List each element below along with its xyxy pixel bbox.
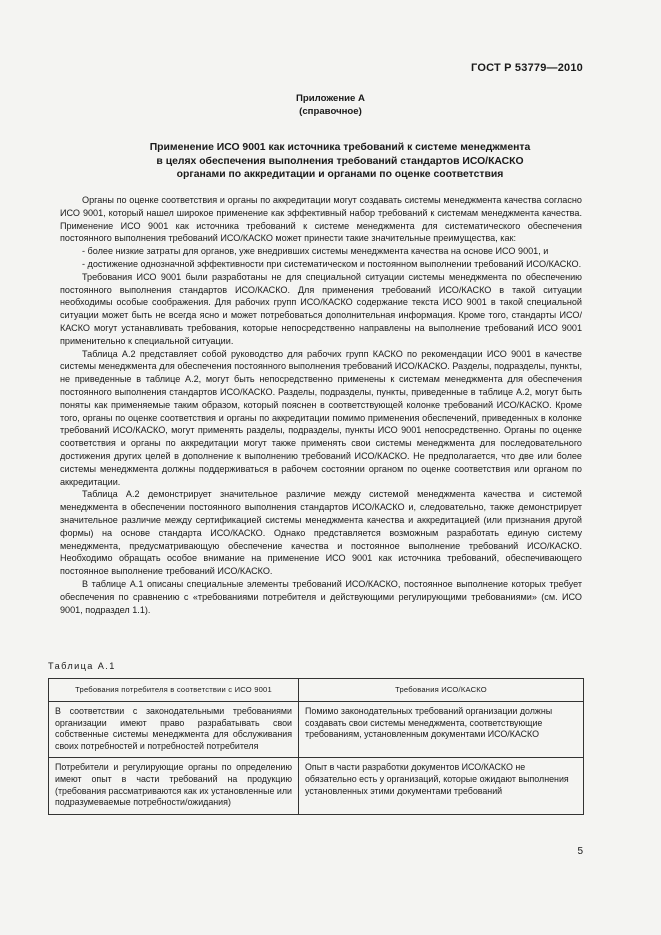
table-cell: В соответствии с законодательными требованиями организации имеют право разрабатывать свои собственные системы менеджмента для обслуживания своих потребностей и потребностей потребителя [49, 702, 299, 758]
appendix-title: Приложение А [296, 93, 365, 104]
paragraph: Таблица А.2 демонстрирует значительное различие между системой менеджмента качества и системой менеджмента в обеспечении постоянного выполнения стандартов ИСО/КАСКО и, следовательно, также демонстрирует значительное различие между сертификацией системы менеджмента качества и аккредитацией (или признания другой формы) на основе стандарта ИСО/КАСКО. Однако представляется возможным разработать единую систему менеджмента, предусматривающую обеспечение качества и постоянное выполнение требований ИСО/КАСКО. Необходимо обращать особое внимание на применение ИСО 9001 как источника требований, обеспечивающего постоянное выполнение требований ИСО/КАСКО. [60, 489, 582, 577]
appendix-subtitle: (справочное) [299, 106, 362, 117]
table-header-cell: Требования ИСО/КАСКО [299, 679, 584, 702]
appendix-heading [0, 92, 661, 118]
paragraph: Требования ИСО 9001 были разработаны не для специальной ситуации системы менеджмента по обеспечению постоянного выполнения стандартов ИСО/КАСКО. Для применения требований ИСО/КАСКО в такой ситуации необходимы особые соображения. Для рабочих групп ИСО/КАСКО содержание текста ИСО 9001 в такой специальной ситуации может быть не всегда ясно и может потребоваться дополнительная информация. Кроме того, стандарты ИСО/КАСКО могут устанавливать требования, которые непосредственно направлены на выполнение требований ИСО 9001 применительно к специальной ситуации. [60, 271, 582, 346]
table-header-cell: Требования потребителя в соответствии с ИСО 9001 [49, 679, 299, 702]
appendix-main-title [60, 141, 620, 182]
title-line: Применение ИСО 9001 как источника требований к системе менеджмента [149, 142, 531, 153]
table-header-row [49, 679, 584, 702]
paragraph: Таблица А.2 представляет собой руководство для рабочих групп КАСКО по рекомендации ИСО 9001 в качестве системы менеджмента для обеспечения постоянного выполнения требований ИСО/КАСКО. Разделы, подразделы, пункты, не приведенные в таблице А.2, могут быть непосредственно применены к системам менеджмента для обеспечения постоянного выполнения стандартов ИСО/КАСКО. Разделы, подразделы, пункты, приведенные в таблице А.2, могут быть поняты как применяемые таким образом, который пояснен в соответствующей колонке требований ИСО/КАСКО. Кроме того, органы по оценке соответствия и органы по аккредитации помимо применения обеспечений, приведенных в колонке требований ИСО/КАСКО, могут применять разделы, подразделы, пункты ИСО 9001 непосредственно. Органы по оценке соответствия и органы по аккредитации могут также применять свои системы менеджмента для последовательного достижения других целей в дополнение к выполнению требований ИСО/КАСКО. Не предполагается, что две или более системы менеджмента должны поддерживаться в рабочем состоянии органом по оценке соответствия или органом по аккредитации. [60, 348, 582, 487]
table-row [49, 758, 584, 814]
requirements-table [48, 678, 584, 815]
page-number: 5 [577, 846, 583, 857]
table-label: Таблица А.1 [48, 661, 116, 671]
table-cell: Потребители и регулирующие органы по определению имеют опыт в части требований на продукцию (требования рассматриваются как их установленные или подразумеваемые потребности/ожидания) [49, 758, 299, 814]
table-cell: Опыт в части разработки документов ИСО/КАСКО не обязательно есть у организаций, которые ожидают выполнения установленных этими документами требований [299, 758, 584, 814]
document-code: ГОСТ Р 53779—2010 [471, 62, 583, 74]
title-line: органами по аккредитации и органами по оценке соответствия [176, 169, 504, 180]
paragraph: - достижение однозначной эффективности при систематическом и постоянном выполнении требований ИСО/КАСКО. [82, 258, 582, 269]
paragraph: Органы по оценке соответствия и органы по аккредитации могут создавать системы менеджмента качества согласно ИСО 9001, который нашел широкое применение как эффективный набор требований к системам менеджмента качества. Применение ИСО 9001 как источника требований к системе менеджмента для систематического обеспечения постоянного выполнения требований ИСО/КАСКО может принести такие значительные преимущества, как: [60, 195, 582, 244]
paragraph: В таблице А.1 описаны специальные элементы требований ИСО/КАСКО, постоянное выполнение которых требует обеспечения по сравнению с «требованиями потребителя и действующими регулирующими требованиями» (см. ИСО 9001, подраздел 1.1). [60, 578, 582, 615]
paragraph: - более низкие затраты для органов, уже внедривших системы менеджмента качества на основе ИСО 9001, и [82, 246, 549, 257]
table-cell: Помимо законодательных требований организации должны создавать свои системы менеджмента, соответствующие требованиям, установленным документами ИСО/КАСКО [299, 702, 584, 758]
title-line: в целях обеспечения выполнения требований стандартов ИСО/КАСКО [156, 155, 524, 167]
table-row [49, 702, 584, 758]
body-text [60, 194, 582, 616]
